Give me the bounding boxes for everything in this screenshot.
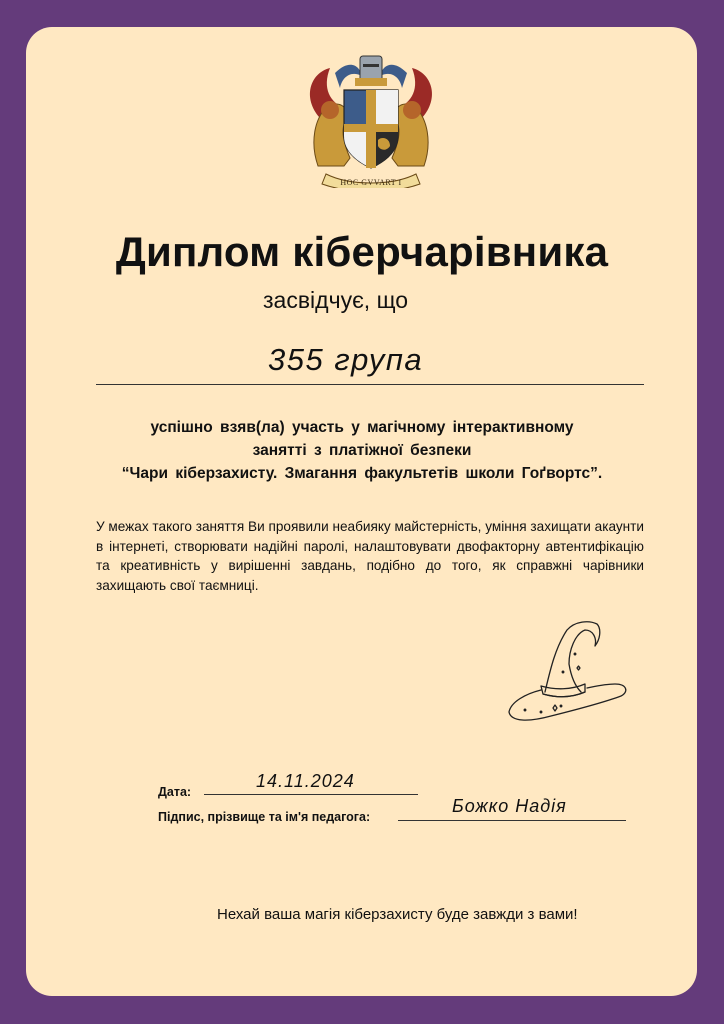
achievement-text: У межах такого заняття Ви проявили неабияку майстерність, уміння захищати акаунти в інтернеті, створювати надійні паролі, налаштовувати двофакторну автентифікацію та креативність у вирішенні завдань, подібно до того, як справжні чарівники захищають свої таємниці. bbox=[96, 519, 644, 593]
event-line: успішно взяв(ла) участь у магічному інтерактивному bbox=[150, 419, 574, 436]
crest-motto-text: HOC GVVART I bbox=[340, 178, 402, 187]
wizard-hat-icon bbox=[505, 616, 629, 726]
hogwarts-crest-logo bbox=[300, 48, 442, 188]
closing-message: Нехай ваша магія кіберзахисту буде завжди з вами! bbox=[217, 906, 578, 923]
event-description bbox=[60, 416, 664, 485]
event-line: занятті з платіжної безпеки bbox=[252, 442, 472, 459]
signature-row bbox=[158, 798, 628, 824]
date-underline bbox=[204, 794, 418, 795]
recipient-name: 355 група bbox=[268, 342, 424, 377]
event-line: “Чари кіберзахисту. Змагання факультетів школи Гоґвортс”. bbox=[121, 465, 603, 482]
date-row bbox=[158, 773, 428, 799]
diploma-title: Диплом кіберчарівника bbox=[115, 228, 609, 275]
signature-underline bbox=[398, 820, 626, 821]
signature-label: Підпис, прізвище та ім'я педагога: bbox=[158, 810, 371, 824]
date-value: 14.11.2024 bbox=[256, 771, 355, 791]
recipient-underline bbox=[96, 384, 644, 385]
signature-value: Божко Надія bbox=[452, 796, 567, 816]
date-label: Дата: bbox=[158, 785, 192, 799]
diploma-subtitle: засвідчує, що bbox=[263, 287, 409, 313]
